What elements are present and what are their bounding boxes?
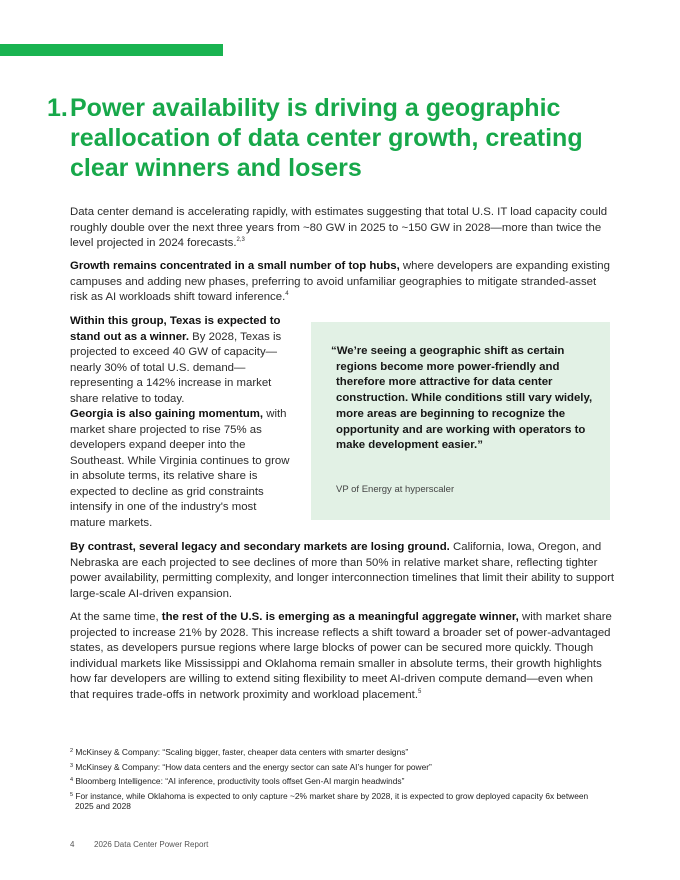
page-number: 4 bbox=[70, 840, 75, 849]
footnote bbox=[70, 790, 590, 812]
footnote bbox=[70, 761, 590, 773]
footnote-text: McKinsey & Company: “Scaling bigger, faster, cheaper data centers with smarter designs” bbox=[75, 747, 409, 757]
footnote-text: Bloomberg Intelligence: “AI inference, productivity tools offset Gen-AI margin headwinds” bbox=[75, 776, 405, 786]
paragraph-text: where developers are expanding existing campuses and adding new phases, preferring to avoid unfamiliar geographies to mitigate stranded-asset risk as AI workloads shift toward inference. bbox=[70, 260, 610, 304]
section-heading bbox=[47, 93, 647, 183]
footnote bbox=[70, 775, 590, 787]
report-title: 2026 Data Center Power Report bbox=[94, 840, 209, 849]
footnote-ref: 2,3 bbox=[236, 237, 245, 244]
page-footer bbox=[70, 840, 208, 849]
paragraph-top-hubs bbox=[70, 259, 615, 306]
paragraph-intro: At the same time, bbox=[70, 611, 162, 623]
paragraph-lead-georgia: Georgia is also gaining momentum, bbox=[70, 408, 264, 420]
footnote-text: For instance, while Oklahoma is expected to only capture ~2% market share by 2028, it is expected to grow deployed capacity 6x between 2025 and 2028 bbox=[75, 790, 589, 811]
paragraph-text-texas: By 2028, Texas is projected to exceed 40 GW of capacity—nearly 30% of total U.S. demand—representing a 142% increase in market share relative to today. bbox=[70, 330, 282, 405]
paragraph-lead-texas: Within this group, Texas is expected to stand out as a winner. bbox=[70, 315, 281, 343]
footnote-ref: 4 bbox=[285, 291, 289, 298]
section-title: Power availability is driving a geographic reallocation of data center growth, creating clear winners and losers bbox=[70, 94, 583, 182]
paragraph-winners bbox=[70, 314, 292, 531]
footnotes bbox=[70, 746, 590, 815]
section-number: 1. bbox=[47, 94, 68, 122]
footnote-mark: 3 bbox=[70, 762, 74, 769]
paragraph-demand bbox=[70, 205, 610, 252]
paragraph-text: Data center demand is accelerating rapidly, with estimates suggesting that total U.S. IT load capacity could roughly double over the next three years from ~80 GW in 2025 to ~150 GW in 2028—more than twice the level projected in 2024 forecasts. bbox=[70, 206, 608, 250]
footnote bbox=[70, 746, 590, 758]
paragraph-lead: Growth remains concentrated in a small number of top hubs, bbox=[70, 260, 400, 272]
paragraph-losers bbox=[70, 540, 615, 602]
paragraph-lead: the rest of the U.S. is emerging as a meaningful aggregate winner, bbox=[161, 611, 519, 623]
footnote-text: McKinsey & Company: “How data centers and the energy sector can sate AI’s hunger for power” bbox=[75, 761, 432, 772]
paragraph-text: California, Iowa, Oregon, and Nebraska are each projected to see declines of more than 50% in relative market share, reflecting tighter power availability, permitting complexity, and longer interconnection timelines that limit their ability to support large-scale AI-driven expansion. bbox=[70, 541, 615, 600]
paragraph-rest-of-us bbox=[70, 610, 615, 704]
quote-text: “We’re seeing a geographic shift as certain regions become more power-friendly and therefore more attractive for data center construction. While conditions still vary widely, more areas are beginning to recognize the opportunity and are working with operators to make development easier.” bbox=[331, 345, 593, 452]
footnote-mark: 4 bbox=[70, 777, 74, 783]
footnote-mark: 2 bbox=[70, 748, 74, 754]
paragraph-lead: By contrast, several legacy and secondary markets are losing ground. bbox=[70, 541, 450, 553]
paragraph-text-georgia: with market share projected to rise 75% as developers expand deeper into the Southeast. While Virginia continues to grow in absolute terms, its relative share is expected to decline as grid constraints intensify in one of the industry's most mature markets. bbox=[70, 408, 290, 529]
quote-attribution: VP of Energy at hyperscaler bbox=[336, 484, 455, 495]
accent-bar bbox=[0, 44, 223, 56]
footnote-ref: 5 bbox=[418, 688, 422, 695]
pull-quote bbox=[311, 322, 610, 520]
paragraph-text: with market share projected to increase 21% by 2028. This increase reflects a shift toward a broader set of power-advantaged states, as developers pursue regions where large blocks of power can be secured more quickly. Though individual markets like Mississippi and Oklahoma remain smaller in absolute terms, their growth highlights how far developers are willing to extend siting flexibility to meet AI-driven compute demand—even when that requires trade-offs in network proximity and workload placement. bbox=[70, 611, 612, 701]
footnote-mark: 5 bbox=[70, 791, 74, 798]
